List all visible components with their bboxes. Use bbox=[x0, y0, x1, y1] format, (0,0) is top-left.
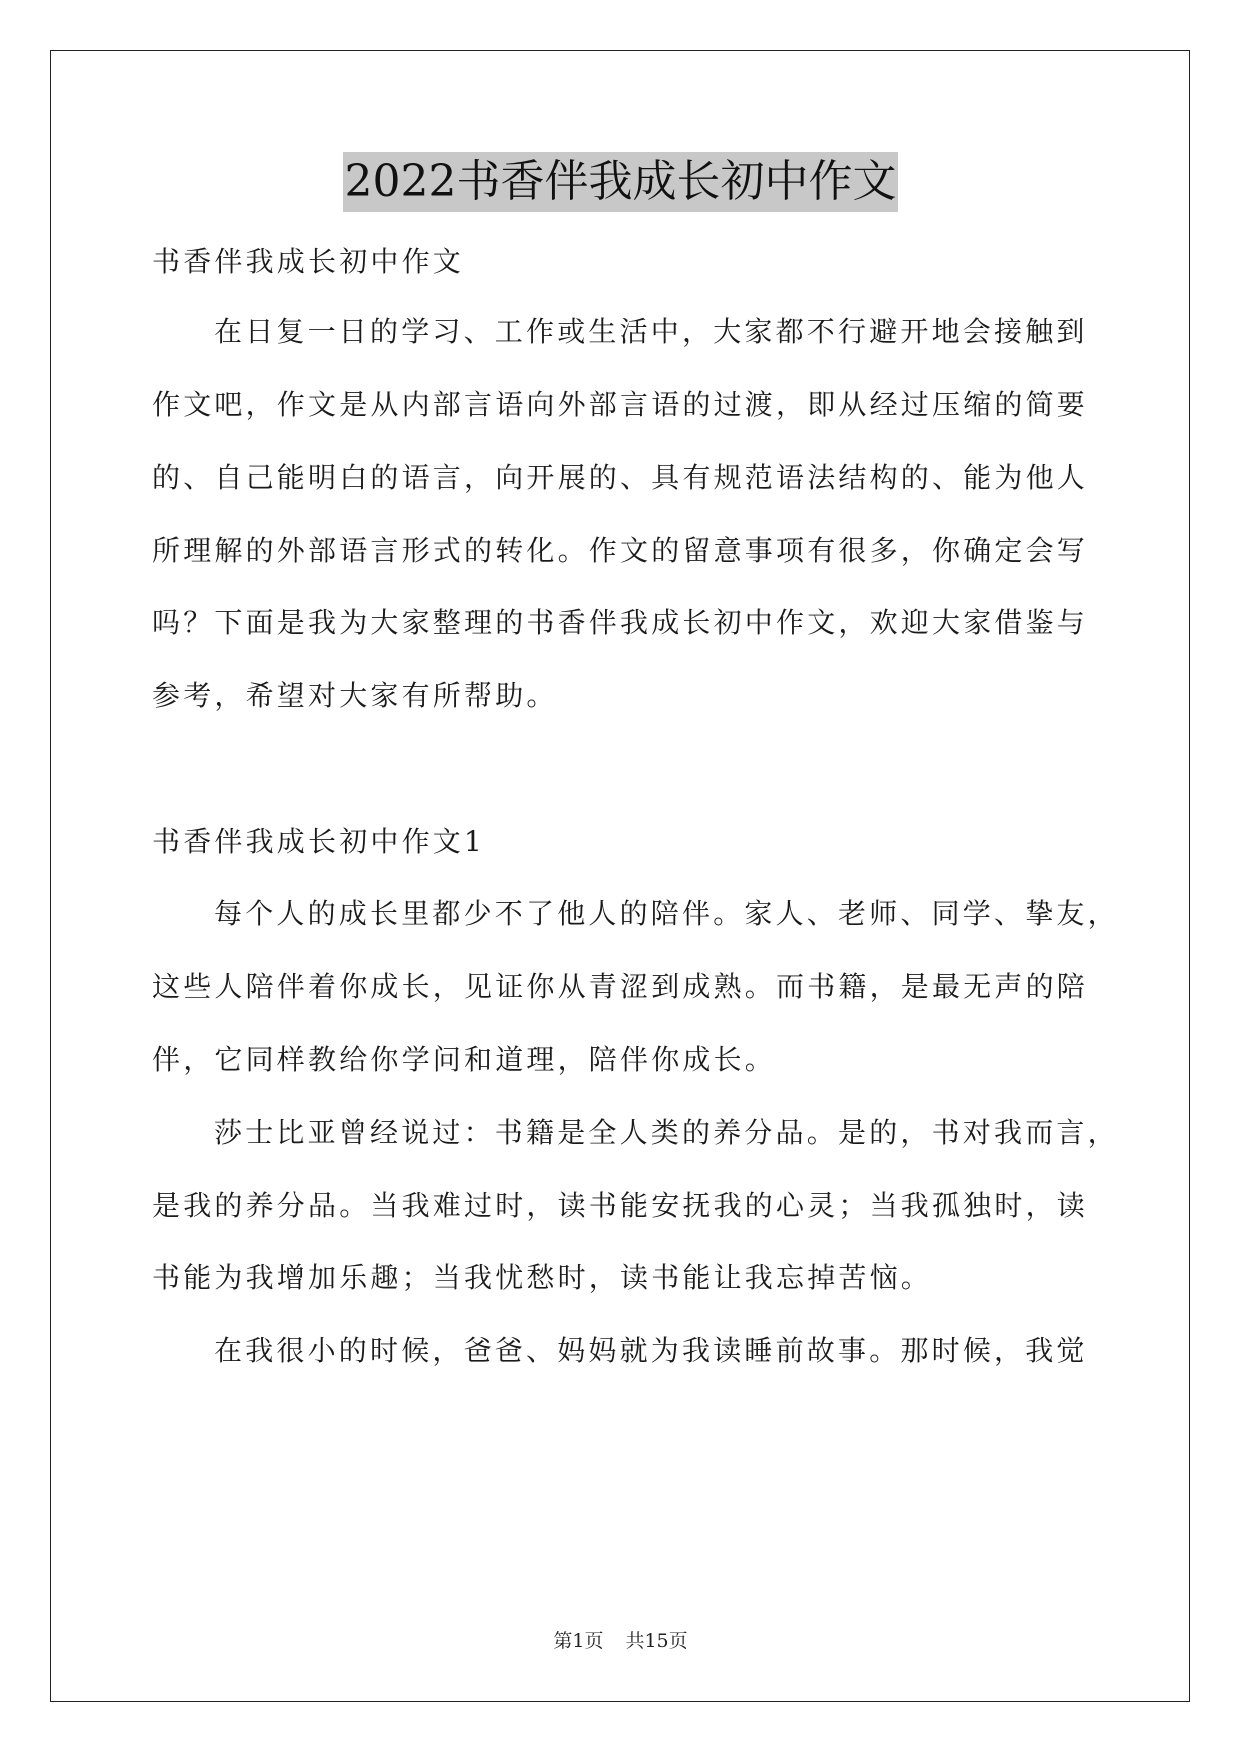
paragraph-line: 在日复一日的学习、工作或生活中，大家都不行避开地会接触到 bbox=[214, 315, 1088, 348]
document-title: 2022书香伴我成长初中作文 bbox=[343, 152, 899, 212]
section-heading: 书香伴我成长初中作文1 bbox=[152, 825, 486, 858]
paragraph-line: 吗？下面是我为大家整理的书香伴我成长初中作文，欢迎大家借鉴与 bbox=[152, 606, 1089, 639]
page-border bbox=[50, 50, 1190, 1702]
title-container bbox=[0, 152, 1241, 212]
paragraph-line: 的、自己能明白的语言，向开展的、具有规范语法结构的、能为他人 bbox=[152, 461, 1089, 494]
page-total: 共15页 bbox=[625, 1630, 688, 1652]
paragraph-line: 这些人陪伴着你成长，见证你从青涩到成熟。而书籍，是最无声的陪 bbox=[152, 970, 1089, 1003]
paragraph-line: 作文吧，作文是从内部言语向外部言语的过渡，即从经过压缩的简要 bbox=[152, 388, 1089, 421]
paragraph-line: 每个人的成长里都少不了他人的陪伴。家人、老师、同学、挚友， bbox=[214, 897, 1119, 930]
paragraph-line: 参考，希望对大家有所帮助。 bbox=[152, 679, 558, 712]
page-footer bbox=[0, 1628, 1241, 1654]
paragraph-line: 所理解的外部语言形式的转化。作文的留意事项有很多，你确定会写 bbox=[152, 534, 1089, 567]
paragraph-line: 莎士比亚曾经说过：书籍是全人类的养分品。是的，书对我而言， bbox=[214, 1116, 1119, 1149]
paragraph-line: 书能为我增加乐趣；当我忧愁时，读书能让我忘掉苦恼。 bbox=[152, 1261, 933, 1294]
page-number: 第1页 bbox=[553, 1630, 604, 1652]
paragraph-line: 在我很小的时候，爸爸、妈妈就为我读睡前故事。那时候，我觉 bbox=[214, 1334, 1088, 1367]
paragraph-line: 是我的养分品。当我难过时，读书能安抚我的心灵；当我孤独时，读 bbox=[152, 1189, 1089, 1222]
section-heading: 书香伴我成长初中作文 bbox=[152, 245, 465, 278]
paragraph-line: 伴，它同样教给你学问和道理，陪伴你成长。 bbox=[152, 1043, 777, 1076]
